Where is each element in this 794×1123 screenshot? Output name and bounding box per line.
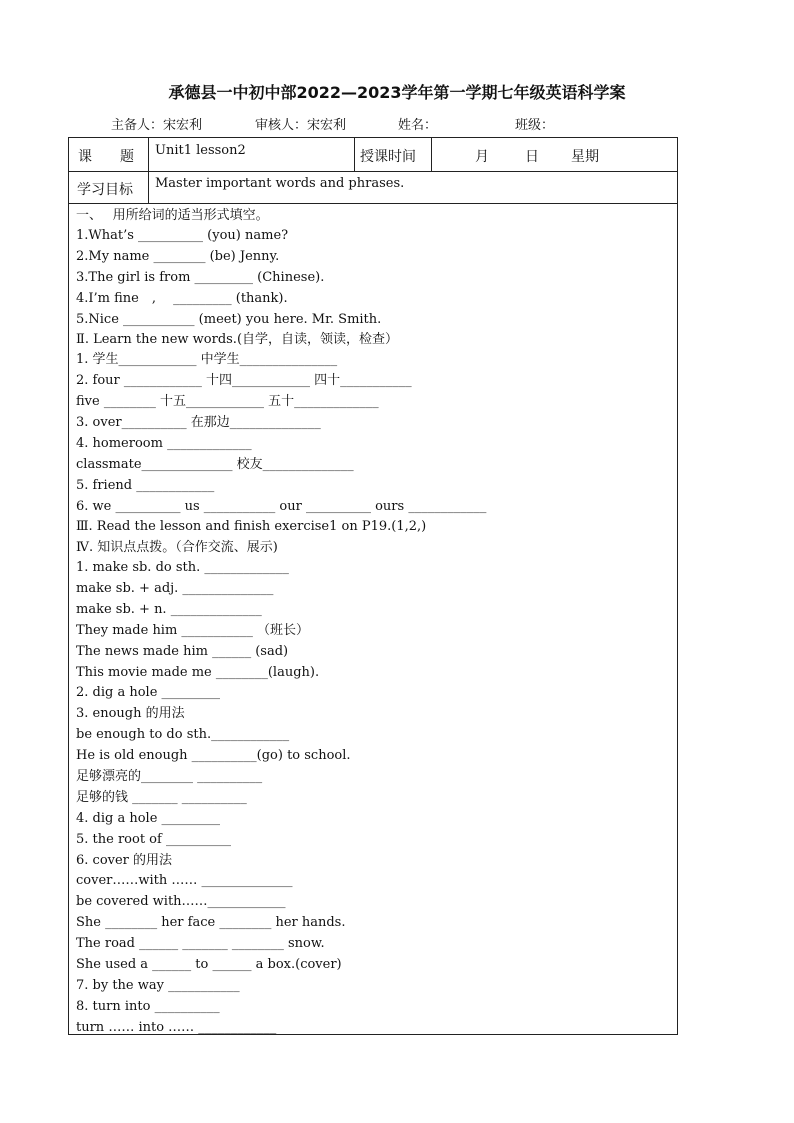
- content-line: This movie made me ________(laugh).: [76, 665, 320, 680]
- table-rule: [69, 203, 677, 204]
- content-line: Ⅲ. Read the lesson and finish exercise1 on P19.(1,2,): [76, 519, 427, 534]
- content-line: 5.Nice ___________ (meet) you here. Mr. Smith.: [76, 312, 382, 327]
- content-line: be covered with……____________: [76, 894, 286, 909]
- content-line: 一、 用所给词的适当形式填空。: [76, 208, 269, 223]
- topic-label: 课 题: [78, 149, 134, 165]
- goal-value: Master important words and phrases.: [155, 176, 405, 191]
- content-line: The road ______ _______ ________ snow.: [76, 936, 325, 951]
- content-line: He is old enough __________(go) to school.: [76, 748, 351, 763]
- content-line: Ⅳ. 知识点点拨。（合作交流、展示): [76, 540, 278, 555]
- content-line: five ________ 十五____________ 五十_____________: [76, 394, 379, 409]
- weekday-label: 星期: [571, 149, 599, 165]
- content-line: 足够漂亮的________ __________: [76, 769, 263, 784]
- content-line: 2. four ____________ 十四____________ 四十___________: [76, 373, 412, 388]
- content-line: 3. over__________ 在那边______________: [76, 415, 321, 430]
- table-divider: [431, 138, 432, 171]
- topic-value: Unit1 lesson2: [155, 143, 246, 158]
- content-line: 3. enough 的用法: [76, 706, 185, 721]
- content-line: cover……with …… ______________: [76, 873, 293, 888]
- content-line: She used a ______ to ______ a box.(cover): [76, 957, 342, 972]
- content-line: 7. by the way ___________: [76, 978, 240, 993]
- table-divider: [148, 138, 149, 203]
- class-label: 班级：: [515, 118, 555, 133]
- class-time-label: 授课时间: [360, 149, 416, 165]
- content-line: 6. we __________ us ___________ our __________ ours ____________: [76, 499, 487, 514]
- content-line: make sb. + n. ______________: [76, 602, 262, 617]
- content-line: 2. dig a hole _________: [76, 685, 221, 700]
- content-line: make sb. + adj. ______________: [76, 581, 274, 596]
- content-line: 8. turn into __________: [76, 999, 220, 1014]
- content-line: 1.What’s __________ (you) name?: [76, 228, 289, 243]
- content-line: 5. the root of __________: [76, 832, 231, 847]
- content-line: They made him ___________ （班长）: [76, 623, 310, 638]
- content-line: 足够的钱 _______ __________: [76, 790, 247, 805]
- reviewer-label: 审核人：宋宏利: [255, 118, 347, 133]
- content-line: 4. homeroom _____________: [76, 436, 252, 451]
- table-rule: [69, 171, 677, 172]
- content-line: 3.The girl is from _________ (Chinese).: [76, 270, 325, 285]
- content-line: The news made him ______ (sad): [76, 644, 289, 659]
- content-line: turn …… into …… ____________: [76, 1020, 277, 1035]
- content-line: She ________ her face ________ her hands.: [76, 915, 346, 930]
- student-name-label: 姓名：: [398, 118, 438, 133]
- table-divider: [354, 138, 355, 171]
- content-line: 4. dig a hole _________: [76, 811, 221, 826]
- goal-label: 学习目标: [77, 182, 133, 198]
- lesson-table: [68, 137, 678, 1035]
- day-label: 日: [525, 149, 539, 165]
- page-title: 承德县一中初中部2022—2023学年第一学期七年级英语科学案: [168, 83, 626, 102]
- preparer-label: 主备人：宋宏利: [111, 118, 203, 133]
- content-line: 1. make sb. do sth. _____________: [76, 560, 289, 575]
- content-line: classmate______________ 校友______________: [76, 457, 354, 472]
- content-line: 5. friend ____________: [76, 478, 215, 493]
- month-label: 月: [475, 149, 489, 165]
- content-line: 2.My name ________ (be) Jenny.: [76, 249, 280, 264]
- content-line: 4.I’m fine , _________ (thank).: [76, 291, 288, 306]
- content-line: be enough to do sth.____________: [76, 727, 290, 742]
- content-line: 1. 学生____________ 中学生_______________: [76, 352, 338, 367]
- content-line: Ⅱ. Learn the new words.(自学，自读，领读，检查）: [76, 332, 399, 347]
- content-line: 6. cover 的用法: [76, 853, 173, 868]
